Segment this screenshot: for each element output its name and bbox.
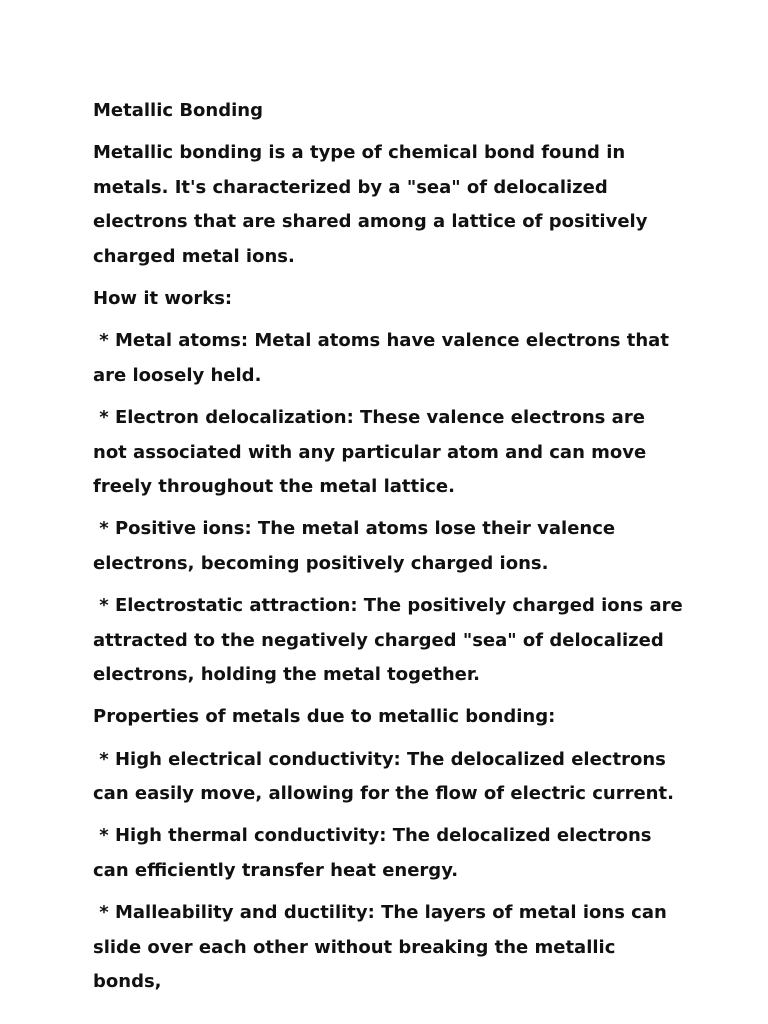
intro-paragraph: Metallic bonding is a type of chemical bond found in metals. It's characterized by a "sea" of delocalized electrons that are shared among a lattice of positively charged metal ions. xyxy=(93,141,654,267)
property-item-thermal-conductivity: * High thermal conductivity: The delocalized electrons can efficiently transfer heat energy. xyxy=(93,825,658,882)
document-title: Metallic Bonding xyxy=(93,100,263,121)
properties-heading: Properties of metals due to metallic bonding: xyxy=(93,706,556,728)
how-item-electron-delocalization: * Electron delocalization: These valence electrons are not associated with any particular atom and can move freely throughout the metal lattice. xyxy=(93,406,653,498)
how-item-metal-atoms: * Metal atoms: Metal atoms have valence electrons that are loosely held. xyxy=(93,330,676,386)
property-item-electrical-conductivity: * High electrical conductivity: The delocalized electrons can easily move, allowing for the flow of electric current. xyxy=(93,748,674,805)
document-body xyxy=(93,94,689,1008)
property-item-malleability: * Malleability and ductility: The layers of metal ions can slide over each other without breaking the metallic bonds, xyxy=(93,902,674,993)
how-it-works-heading: How it works: xyxy=(93,287,233,309)
how-item-electrostatic-attraction: * Electrostatic attraction: The positively charged ions are attracted to the negatively charged "sea" of delocalized electrons, holding the metal together. xyxy=(93,595,689,686)
how-item-positive-ions: * Positive ions: The metal atoms lose their valence electrons, becoming positively charged ions. xyxy=(93,518,622,574)
